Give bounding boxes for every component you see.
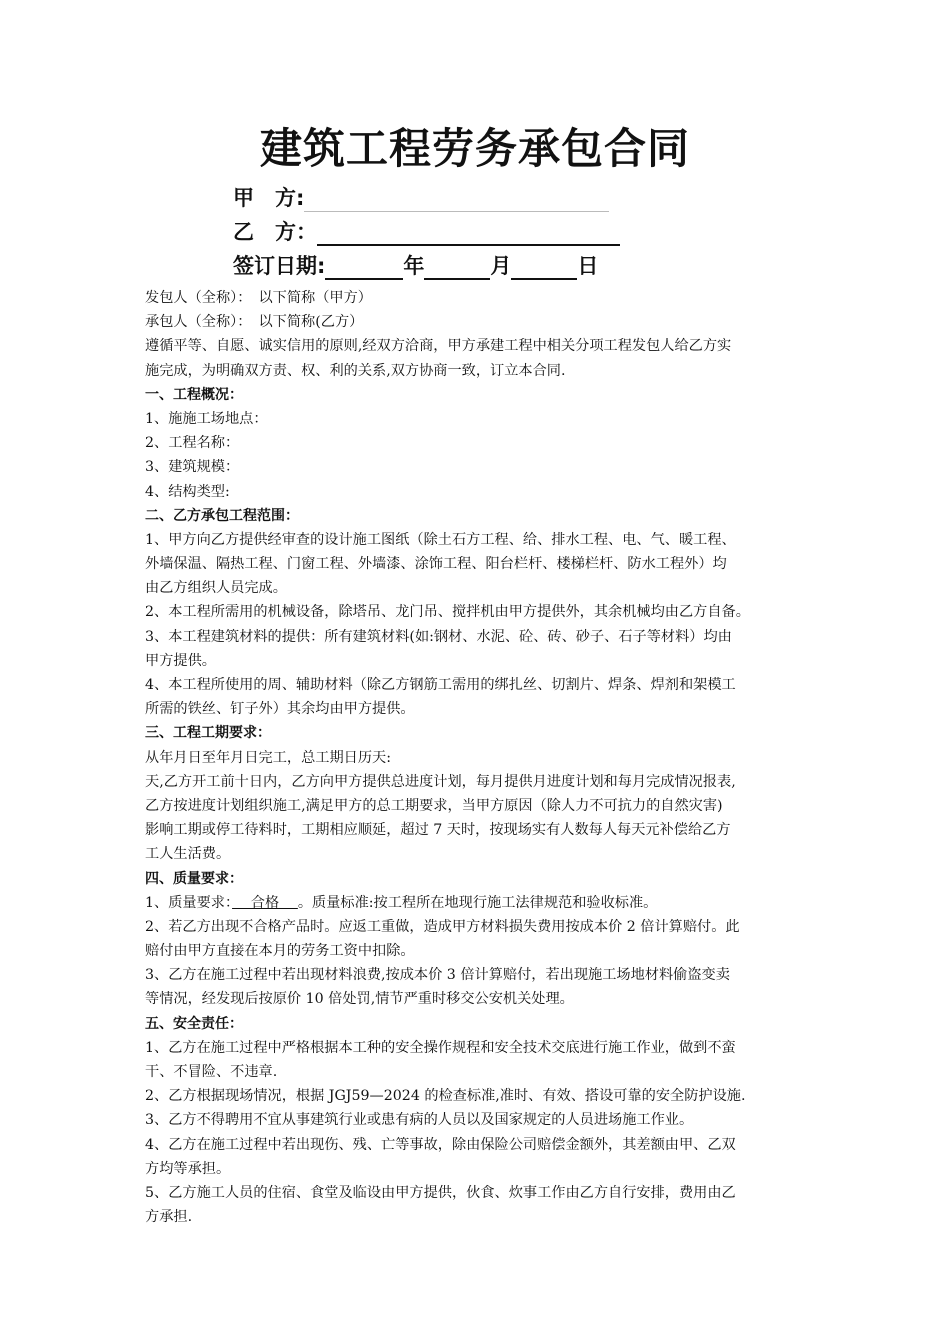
line-text: 3、乙方不得聘用不宜从事建筑行业或患有病的人员以及国家规定的人员进场施工作业。: [145, 1112, 694, 1129]
body-line: [145, 794, 835, 818]
body-line: [145, 697, 835, 721]
line-text: 干、不冒险、不违章.: [145, 1064, 278, 1080]
body-line: [145, 746, 835, 770]
month-label: 月: [490, 254, 512, 278]
line-text: 天,乙方开工前十日内，乙方向甲方提供总进度计划，每月提供月进度计划和每月完成情况报表,: [145, 773, 736, 790]
body-line: [145, 552, 835, 576]
line-text: 1、乙方在施工过程中严格根据本工种的安全操作规程和安全技术交底进行施工作业，做到不蛮: [145, 1039, 736, 1056]
line-text: 3、建筑规模：: [145, 459, 240, 476]
line-text: 乙方按进度计划组织施工,满足甲方的总工期要求，当甲方原因（除人力不可抗力的自然灾害): [145, 797, 723, 814]
body-line: [145, 1060, 835, 1084]
section-heading: [145, 383, 835, 407]
day-blank[interactable]: [511, 252, 577, 280]
line-text: 4、乙方在施工过程中若出现伤、残、亡等事故，除由保险公司赔偿金额外，其差额由甲、乙双: [145, 1136, 736, 1153]
contract-body: [145, 286, 835, 1229]
line-text: 工人生活费。: [145, 846, 231, 863]
line-text: 影响工期或停工待料时，工期相应顺延，超过 7 天时，按现场实有人数每人每天元补偿给乙方: [145, 822, 731, 839]
body-line: [145, 770, 835, 794]
line-text: 二、乙方承包工程范围：: [145, 507, 299, 524]
line-text: 从年月日至年月日完工，总工期日历天:: [145, 749, 391, 766]
sign-date-label: 签订日期:: [233, 254, 326, 278]
body-line: [145, 842, 835, 866]
document-title: 建筑工程劳务承包合同: [259, 124, 690, 173]
line-text: 2、若乙方出现不合格产品时。应返工重做，造成甲方材料损失费用按成本价 2 倍计算赔付。此: [145, 918, 740, 935]
party-b-blank[interactable]: [317, 218, 620, 246]
section-heading: [145, 721, 835, 745]
body-line: [145, 649, 835, 673]
line-text: 施完成，为明确双方责、权、利的关系,双方协商一致，订立本合同.: [145, 362, 566, 379]
body-line: [145, 818, 835, 842]
line-text: 遵循平等、自愿、诚实信用的原则,经双方洽商，甲方承建工程中相关分项工程发包人给乙方实: [145, 338, 732, 355]
line-text: 一、工程概况：: [145, 386, 243, 403]
line-text: 外墙保温、隔热工程、门窗工程、外墙漆、涂饰工程、阳台栏杆、楼梯栏杆、防水工程外）均: [145, 556, 727, 573]
line-text: 三、工程工期要求：: [145, 725, 271, 742]
line-text: 方承担.: [145, 1209, 193, 1226]
line-text: 发包人（全称）： 以下简称（甲方）: [145, 290, 372, 306]
line-text: 承包人（全称）： 以下简称(乙方）: [145, 314, 364, 331]
line-text: 五、安全责任：: [145, 1015, 243, 1032]
line-text: 方均等承担。: [145, 1160, 231, 1177]
body-line: [145, 1108, 835, 1132]
body-line: [145, 1205, 835, 1229]
line-text: 1、甲方向乙方提供经审查的设计施工图纸（除土石方工程、给、排水工程、电、气、暖工程、: [145, 531, 736, 548]
body-line: [145, 1157, 835, 1181]
body-line: [145, 480, 835, 504]
body-line: [145, 310, 835, 334]
line-text: 3、乙方在施工过程中若出现材料浪费,按成本价 3 倍计算赔付，若出现施工场地材料偷盗变卖: [145, 967, 730, 984]
line-text: 2、本工程所需用的机械设备，除塔吊、龙门吊、搅拌机由甲方提供外，其余机械均由乙方自备。: [145, 604, 750, 621]
body-line: [145, 625, 835, 649]
line-text: 1、施施工场地点：: [145, 410, 268, 427]
party-a-label: 甲 方:: [233, 186, 305, 210]
body-line: [145, 359, 835, 383]
line-text: 2、乙方根据现场情况，根据 JGJ59—2024 的检查标准,准时、有效、搭设可靠的安全防护设施.: [145, 1088, 746, 1105]
body-line: [145, 407, 835, 431]
body-line: [145, 939, 835, 963]
line-text: 3、本工程建筑材料的提供：所有建筑材料(如:钢材、水泥、砼、砖、砂子、石子等材料）均由: [145, 628, 732, 645]
body-line: [145, 576, 835, 600]
day-label: 日: [577, 254, 599, 278]
line-text: 由乙方组织人员完成。: [145, 580, 287, 597]
line-text: 1、质量要求：: [145, 894, 233, 911]
year-label: 年: [403, 254, 425, 278]
line-text: 等情况，经发现后按原价 10 倍处罚,情节严重时移交公安机关处理。: [145, 991, 574, 1008]
party-b-label: 乙 方：: [233, 220, 317, 244]
line-text: 4、本工程所使用的周、辅助材料（除乙方钢筋工需用的绑扎丝、切割片、焊条、焊剂和架模工: [145, 677, 736, 693]
body-line: [145, 891, 835, 915]
line-text: 5、乙方施工人员的住宿、食堂及临设由甲方提供，伙食、炊事工作由乙方自行安排，费用由乙: [145, 1184, 736, 1201]
body-line: [145, 600, 835, 624]
body-line: [145, 455, 835, 479]
line-text: 所需的铁丝、钉子外）其余均由甲方提供。: [145, 701, 415, 718]
line-text: 四、质量要求：: [145, 870, 243, 887]
body-line: [145, 915, 835, 939]
body-line: [145, 1181, 835, 1205]
line-text: 4、结构类型:: [145, 483, 230, 500]
party-a-row: [233, 184, 609, 212]
party-a-blank[interactable]: [304, 185, 609, 212]
line-text-continued: 。质量标准:按工程所在地现行施工法律规范和验收标准。: [297, 894, 658, 911]
body-line: [145, 963, 835, 987]
body-line: [145, 334, 835, 358]
body-line: [145, 673, 835, 697]
section-heading: [145, 1012, 835, 1036]
body-line: [145, 1133, 835, 1157]
line-text: 赔付由甲方直接在本月的劳务工资中扣除。: [145, 943, 415, 960]
section-heading: [145, 867, 835, 891]
body-line: [145, 1084, 835, 1108]
body-line: [145, 286, 835, 310]
year-blank[interactable]: [325, 252, 403, 280]
line-text: 甲方提供。: [145, 652, 216, 669]
body-line: [145, 528, 835, 552]
sign-date-row: [233, 252, 598, 280]
party-b-row: [233, 218, 620, 246]
body-line: [145, 431, 835, 455]
quality-grade-value: 合格: [232, 894, 298, 911]
body-line: [145, 987, 835, 1011]
line-text: 2、工程名称：: [145, 435, 240, 452]
month-blank[interactable]: [424, 252, 490, 280]
section-heading: [145, 504, 835, 528]
body-line: [145, 1036, 835, 1060]
